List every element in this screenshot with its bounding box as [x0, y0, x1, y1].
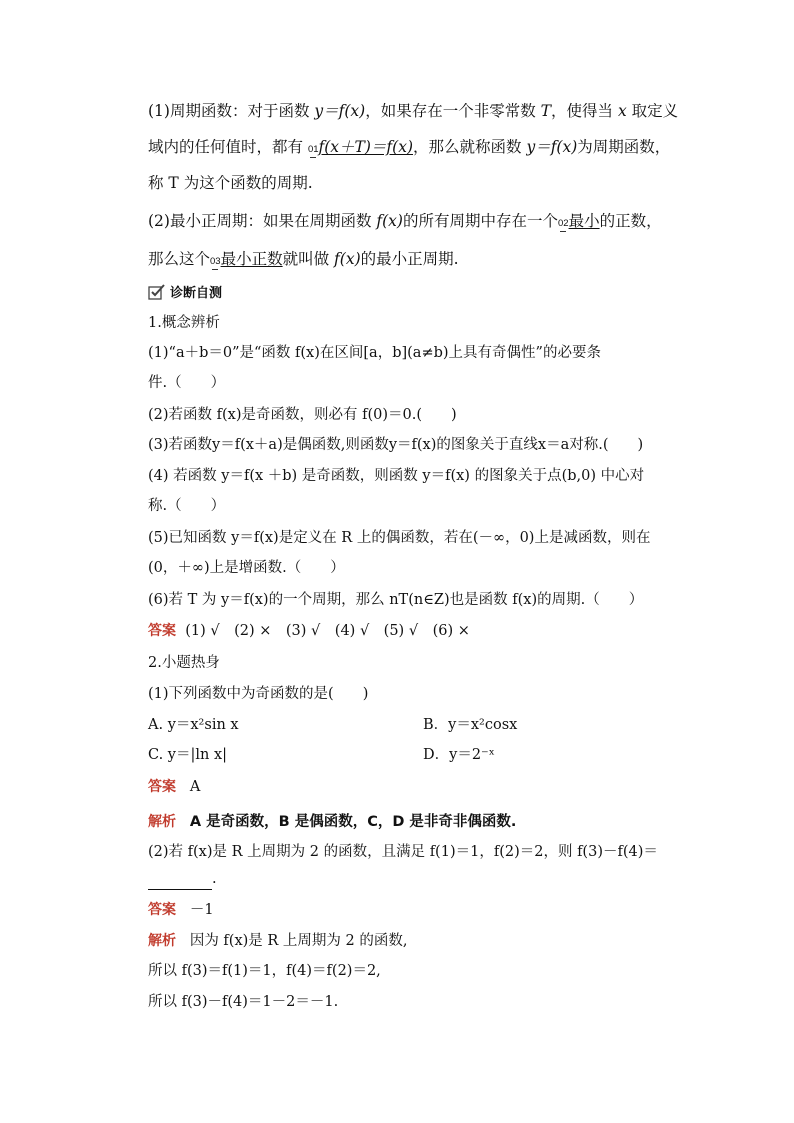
question-5-line-2: (0，＋∞)上是增函数.（ ）: [148, 560, 345, 576]
answer-underlined: 最小: [568, 212, 600, 230]
definition-2-line-2: [148, 248, 459, 270]
question-4-line-1: (4) 若函数 y＝f(x ＋b) 是奇函数，则函数 y＝f(x) 的图象关于点(b,0) 中心对: [148, 468, 645, 484]
analysis-step-1: 所以 f(3)＝f(1)＝1，f(4)＝f(2)＝2,: [148, 963, 381, 979]
option-b: B．y＝x²cosx: [423, 717, 518, 733]
section-1-answer: [148, 620, 470, 642]
answer-label: 答案: [148, 902, 176, 918]
math-var: x: [617, 102, 627, 120]
definition-1-line-2: [148, 136, 670, 158]
answer-text: A: [189, 779, 201, 795]
question-4-line-2: 称.（ ）: [148, 498, 226, 514]
blank-marker-01: 01: [308, 145, 319, 158]
section-2-title: 2.小题热身: [148, 655, 220, 671]
answer-label: 答案: [148, 779, 176, 795]
answer-2-1: [148, 776, 200, 798]
options-row-1: [148, 714, 518, 736]
text: 为周期函数，: [577, 138, 671, 156]
blank-marker-02: 02: [558, 219, 569, 232]
option-c: C. y＝|ln x|: [148, 747, 228, 763]
question-2-2: (2)若 f(x)是 R 上周期为 2 的函数，且满足 f(1)＝1，f(2)＝2，则 f(3)－f(4)＝: [148, 844, 658, 860]
text: 域内的任何值时，都有: [148, 138, 308, 156]
fill-blank: [148, 875, 212, 890]
answer-2-2: [148, 899, 214, 921]
answer-formula: f(x＋T)＝f(x): [318, 138, 413, 156]
text: 就叫做: [282, 250, 335, 268]
analysis-step-2: 所以 f(3)－f(4)＝1－2＝－1.: [148, 994, 339, 1010]
text: (2)最小正周期：如果在周期函数: [148, 212, 377, 230]
question-3: (3)若函数y＝f(x＋a)是偶函数,则函数y＝f(x)的图象关于直线x＝a对称.( ): [148, 437, 644, 453]
answer-blank-line: [148, 868, 217, 890]
math-expr: f(x): [334, 250, 361, 268]
question-2-1: (1)下列函数中为奇函数的是( ): [148, 686, 369, 702]
text: 的正数，: [599, 212, 662, 230]
period: .: [212, 871, 217, 887]
text: 的最小正周期.: [360, 250, 459, 268]
diagnosis-heading: [148, 282, 222, 305]
text: 的所有周期中存在一个: [402, 212, 558, 230]
question-2: (2)若函数 f(x)是奇函数，则必有 f(0)＝0.( ): [148, 407, 457, 423]
definition-1-line-3: 称 T 为这个函数的周期.: [148, 174, 313, 192]
question-6: (6)若 T 为 y＝f(x)的一个周期，那么 nT(n∈Z)也是函数 f(x)的周期.（ ）: [148, 592, 644, 608]
text: 取定义: [626, 102, 679, 120]
blank-marker-03: 03: [210, 257, 221, 270]
question-1-line-2: 件.（ ）: [148, 375, 226, 391]
analysis-2-2: [148, 930, 407, 952]
math-expr: f(x): [376, 212, 403, 230]
checkmark-icon: [148, 284, 166, 300]
answer-text: (1) √ (2) × (3) √ (4) √ (5) √ (6) ×: [185, 623, 470, 639]
analysis-text: A 是奇函数，B 是偶函数，C，D 是非奇非偶函数.: [189, 814, 517, 830]
analysis-text: 因为 f(x)是 R 上周期为 2 的函数,: [189, 933, 408, 949]
text: ，使得当: [551, 102, 618, 120]
definition-1-line-1: [148, 100, 678, 122]
text: ，如果存在一个非零常数: [365, 102, 541, 120]
math-expr: y＝f(x): [526, 138, 578, 156]
analysis-label: 解析: [148, 814, 176, 830]
diagnosis-title: 诊断自测: [170, 286, 223, 301]
analysis-2-1: [148, 811, 516, 833]
question-5-line-1: (5)已知函数 y＝f(x)是定义在 R 上的偶函数，若在(－∞，0)上是减函数，则在: [148, 530, 651, 546]
definition-2-line-1: [148, 210, 662, 232]
option-a: A. y＝x²sin x: [148, 717, 239, 733]
math-expr: y＝f(x): [314, 102, 366, 120]
answer-label: 答案: [148, 623, 176, 639]
options-row-2: [148, 744, 495, 766]
section-1-title: 1.概念辨析: [148, 315, 220, 331]
text: 那么这个: [148, 250, 211, 268]
option-d: D．y＝2⁻ˣ: [423, 747, 495, 763]
math-var: T: [540, 102, 552, 120]
answer-underlined: 最小正数: [220, 250, 283, 268]
question-1-line-1: (1)“a＋b＝0”是“函数 f(x)在区间[a，b](a≠b)上具有奇偶性”的必要条: [148, 345, 601, 361]
answer-text: －1: [189, 902, 214, 918]
text: (1)周期函数：对于函数: [148, 102, 315, 120]
text: ，那么就称函数: [413, 138, 527, 156]
analysis-label: 解析: [148, 933, 176, 949]
